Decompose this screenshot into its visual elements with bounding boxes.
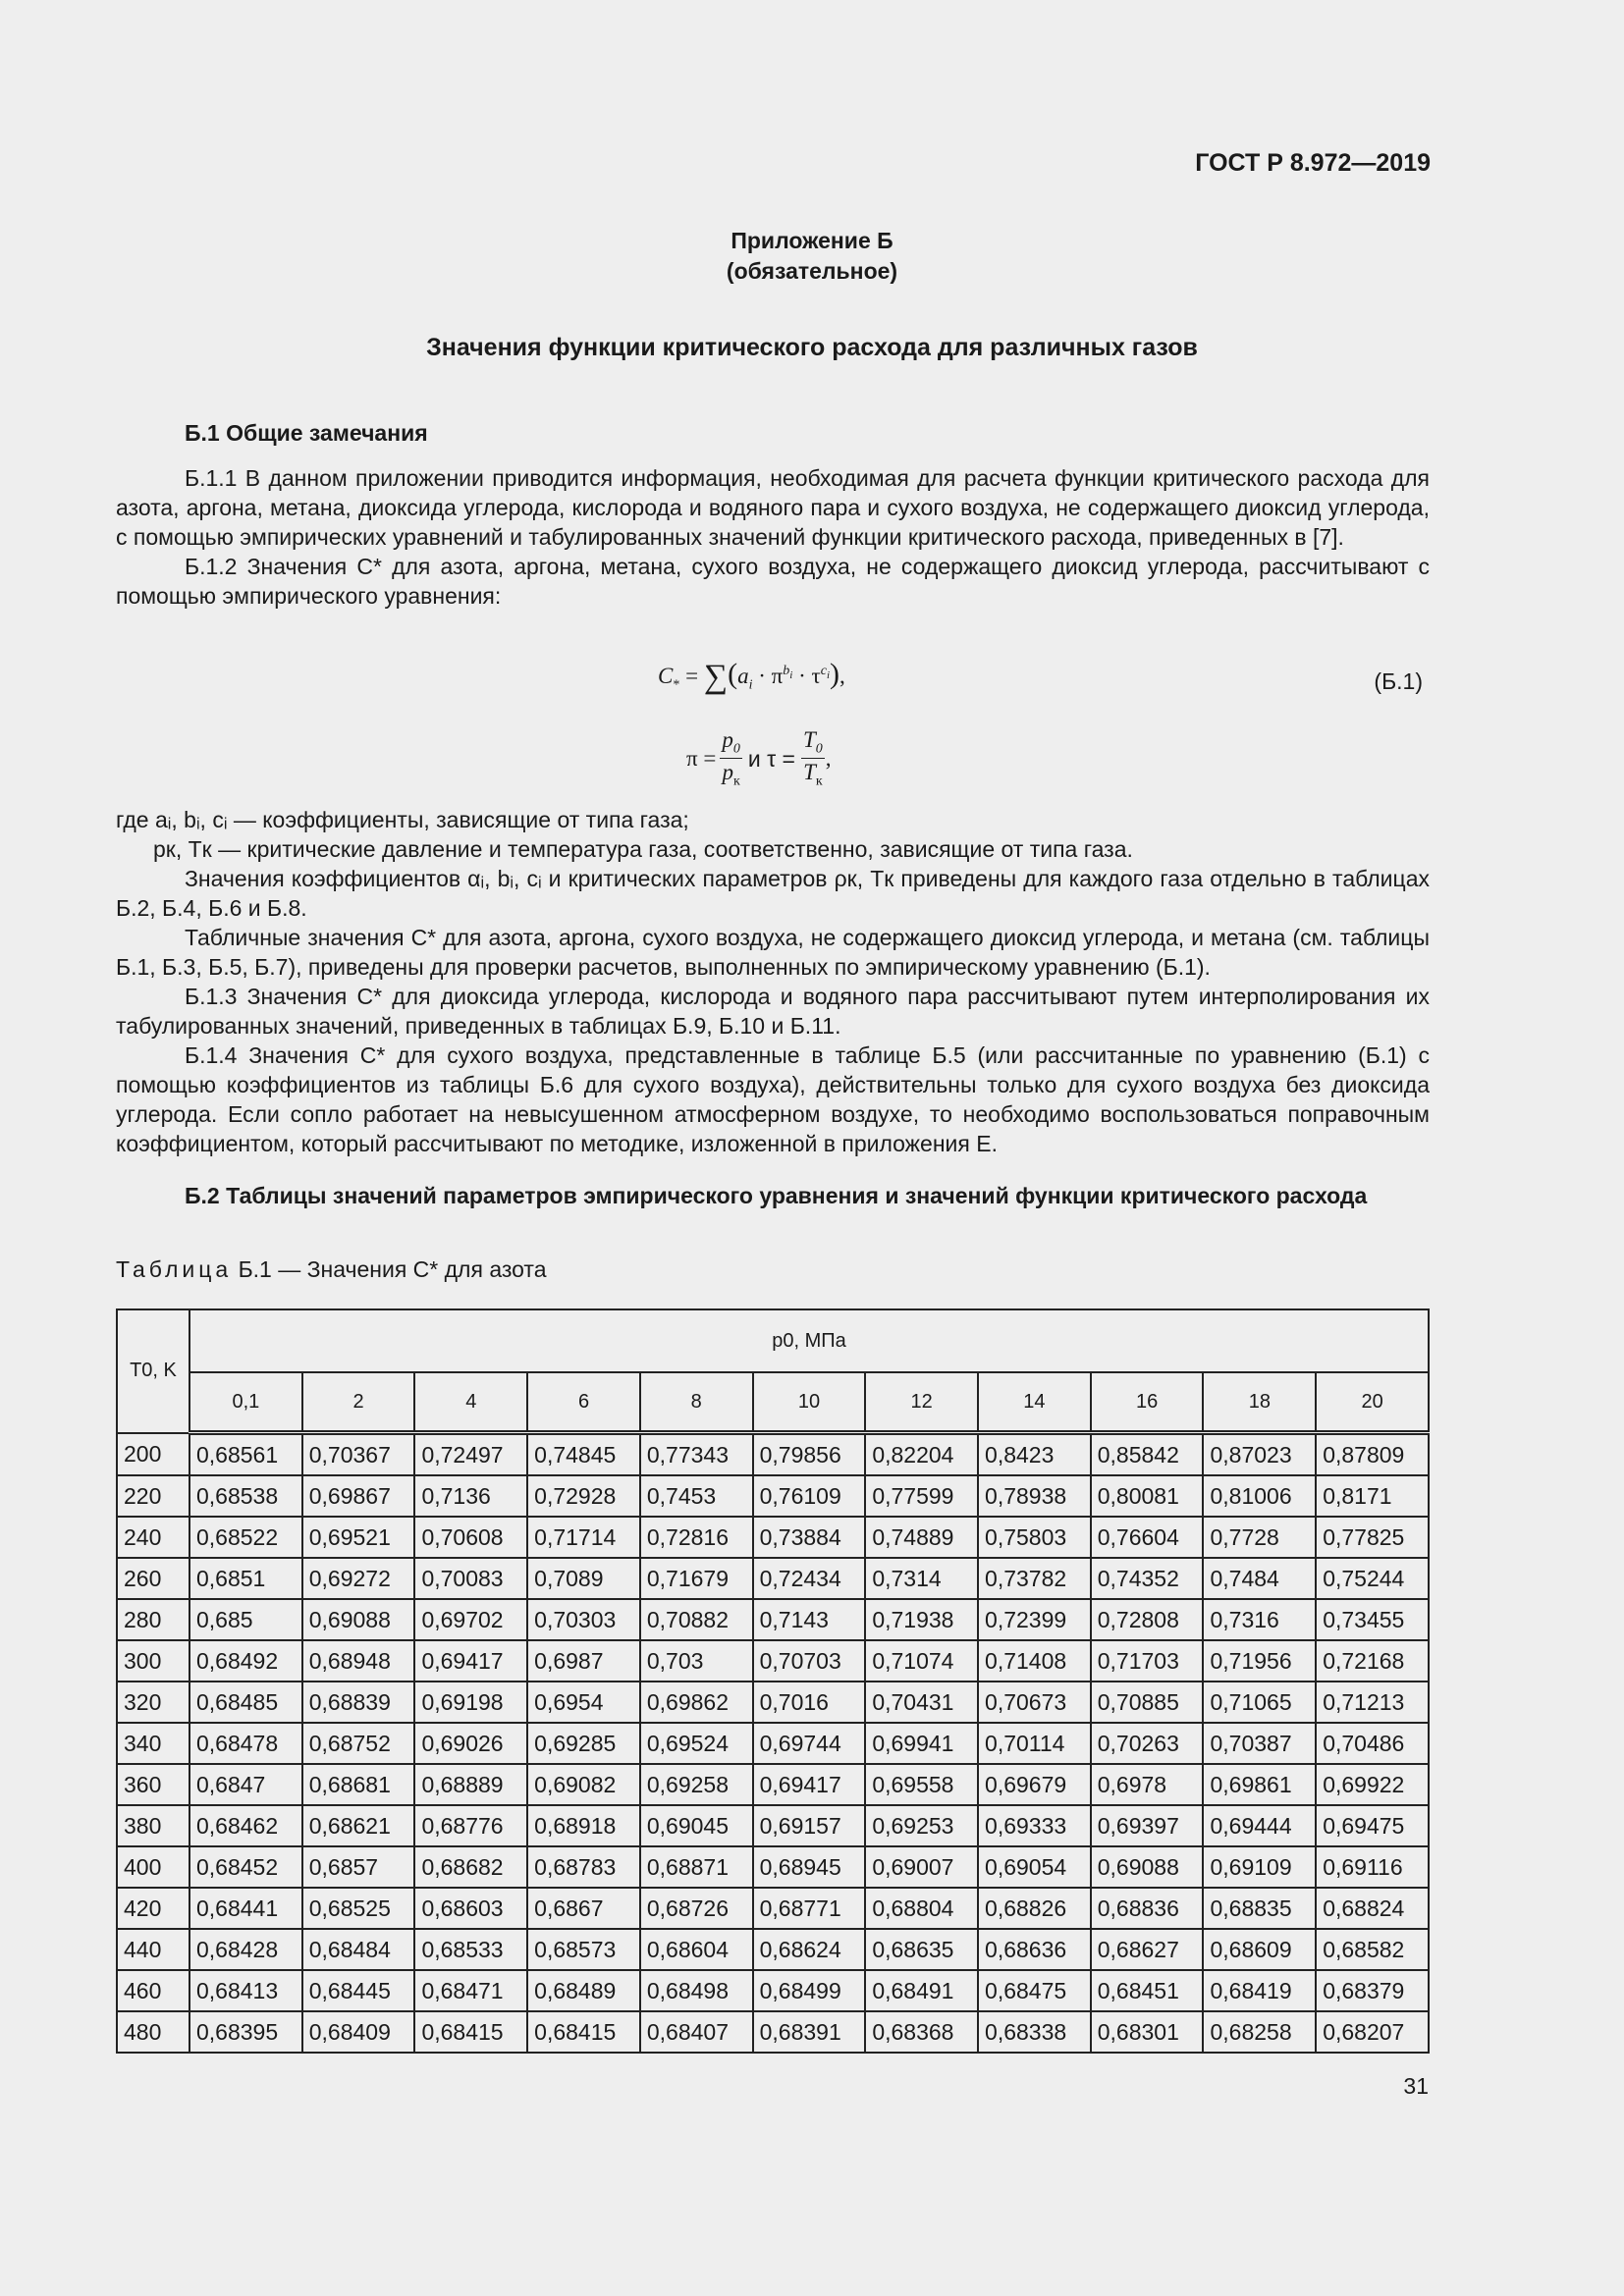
- table-cell: 0,68522: [189, 1517, 302, 1558]
- paragraph-coefficients: Значения коэффициентов αᵢ, bᵢ, cᵢ и критических параметров ρк, Tк приведены для каждого газа отдельно в таблицах Б.2, Б.4, Б.6 и Б.8.: [116, 866, 1430, 921]
- table-cell: 0,68484: [302, 1929, 415, 1970]
- table-cell: 0,69524: [640, 1723, 753, 1764]
- table-cell: 0,6857: [302, 1846, 415, 1888]
- table-cell: 0,87023: [1203, 1433, 1316, 1476]
- table-cell: 0,70114: [978, 1723, 1091, 1764]
- table-row: [117, 2011, 1429, 2053]
- standard-number: ГОСТ Р 8.972—2019: [1195, 149, 1431, 177]
- table-cell: 0,68804: [865, 1888, 978, 1929]
- table-cell: 0,69862: [640, 1682, 753, 1723]
- row-temperature: 460: [117, 1970, 189, 2011]
- table-cell: 0,69679: [978, 1764, 1091, 1805]
- table-cell: 0,69109: [1203, 1846, 1316, 1888]
- table-cell: 0,68379: [1316, 1970, 1429, 2011]
- column-header: 2: [302, 1372, 415, 1433]
- table-cell: 0,69198: [414, 1682, 527, 1723]
- table-cell: 0,68627: [1091, 1929, 1204, 1970]
- table-cell: 0,69475: [1316, 1805, 1429, 1846]
- table-cell: 0,69417: [753, 1764, 866, 1805]
- table-cell: 0,74889: [865, 1517, 978, 1558]
- table-cell: 0,68452: [189, 1846, 302, 1888]
- table-row: [117, 1599, 1429, 1640]
- table-cell: 0,7453: [640, 1475, 753, 1517]
- table-cell: 0,77343: [640, 1433, 753, 1476]
- row-temperature: 380: [117, 1805, 189, 1846]
- table-cell: 0,68407: [640, 2011, 753, 2053]
- table-row: [117, 1846, 1429, 1888]
- row-temperature: 360: [117, 1764, 189, 1805]
- row-temperature: 320: [117, 1682, 189, 1723]
- column-header: 6: [527, 1372, 640, 1433]
- table-cell: 0,6987: [527, 1640, 640, 1682]
- table-cell: 0,703: [640, 1640, 753, 1682]
- table-cell: 0,7314: [865, 1558, 978, 1599]
- table-cell: 0,70486: [1316, 1723, 1429, 1764]
- table-cell: 0,68207: [1316, 2011, 1429, 2053]
- where-line-1: где aᵢ, bᵢ, cᵢ — коэффициенты, зависящие от типа газа;: [116, 807, 689, 832]
- table-cell: 0,69157: [753, 1805, 866, 1846]
- paragraph-b12: Б.1.2 Значения C* для азота, аргона, метана, сухого воздуха, не содержащего диоксид углерода, рассчитывают с помощью эмпирического уравнения:: [116, 554, 1430, 609]
- table-cell: 0,6867: [527, 1888, 640, 1929]
- table-cell: 0,69744: [753, 1723, 866, 1764]
- table-cell: 0,72808: [1091, 1599, 1204, 1640]
- row-temperature: 420: [117, 1888, 189, 1929]
- column-header: 14: [978, 1372, 1091, 1433]
- table-cell: 0,68533: [414, 1929, 527, 1970]
- formula-number: (Б.1): [1374, 668, 1423, 694]
- appendix-heading: [0, 226, 1624, 287]
- column-header: 0,1: [189, 1372, 302, 1433]
- table-cell: 0,68783: [527, 1846, 640, 1888]
- row-temperature: 300: [117, 1640, 189, 1682]
- table-cell: 0,68603: [414, 1888, 527, 1929]
- table-cell: 0,70673: [978, 1682, 1091, 1723]
- column-header: 12: [865, 1372, 978, 1433]
- table-caption-word: Таблица: [116, 1256, 233, 1282]
- row-temperature: 280: [117, 1599, 189, 1640]
- table-cell: 0,6954: [527, 1682, 640, 1723]
- table-cell: 0,68485: [189, 1682, 302, 1723]
- table-cell: 0,68258: [1203, 2011, 1316, 2053]
- table-cell: 0,69088: [1091, 1846, 1204, 1888]
- table-cell: 0,70431: [865, 1682, 978, 1723]
- table-cell: 0,71065: [1203, 1682, 1316, 1723]
- table-cell: 0,72497: [414, 1433, 527, 1476]
- formula-pi-tau: π = $p_0$ и τ = $T_0$ , $p_к$ $T_к$: [686, 727, 832, 789]
- table-cell: 0,68489: [527, 1970, 640, 2011]
- table-cell: 0,68681: [302, 1764, 415, 1805]
- table-cell: 0,68776: [414, 1805, 527, 1846]
- where-line-2: pк, Tк — критические давление и температура газа, соответственно, зависящие от типа газа.: [153, 836, 1133, 862]
- table-cell: 0,69054: [978, 1846, 1091, 1888]
- table-cell: 0,68471: [414, 1970, 527, 2011]
- table-cell: 0,68635: [865, 1929, 978, 1970]
- table-row: [117, 1640, 1429, 1682]
- table-cell: 0,77599: [865, 1475, 978, 1517]
- table-cell: 0,69045: [640, 1805, 753, 1846]
- table-cell: 0,68826: [978, 1888, 1091, 1929]
- table-cell: 0,69116: [1316, 1846, 1429, 1888]
- table-cell: 0,69285: [527, 1723, 640, 1764]
- table-row: [117, 1475, 1429, 1517]
- table-cell: 0,70882: [640, 1599, 753, 1640]
- table-cell: 0,68771: [753, 1888, 866, 1929]
- table-cell: 0,70083: [414, 1558, 527, 1599]
- table-cell: 0,71714: [527, 1517, 640, 1558]
- table-cell: 0,70703: [753, 1640, 866, 1682]
- table-cell: 0,68836: [1091, 1888, 1204, 1929]
- paragraph-tables: Табличные значения C* для азота, аргона, сухого воздуха, не содержащего диоксид углерода, и метана (см. таблицы Б.1, Б.3, Б.5, Б.7), приведены для проверки расчетов, выполненных по эмпирическому уравнению (Б.1).: [116, 925, 1430, 980]
- table-cell: 0,69253: [865, 1805, 978, 1846]
- table-cell: 0,81006: [1203, 1475, 1316, 1517]
- column-header: 8: [640, 1372, 753, 1433]
- table-cell: 0,7143: [753, 1599, 866, 1640]
- table-cell: 0,71408: [978, 1640, 1091, 1682]
- table-cell: 0,68499: [753, 1970, 866, 2011]
- table-cell: 0,74845: [527, 1433, 640, 1476]
- table-cell: 0,68824: [1316, 1888, 1429, 1929]
- table-cell: 0,75803: [978, 1517, 1091, 1558]
- paragraph-b14: Б.1.4 Значения C* для сухого воздуха, представленные в таблице Б.5 (или рассчитанные по уравнению (Б.1) с помощью коэффициентов из таблицы Б.6 для сухого воздуха), действительны только для сухого воздуха без диоксида углерода. Если сопло работает на невысушенном атмосферном воздухе, то необходимо воспользоваться поправочным коэффициентом, который рассчитывают по методике, изложенной в приложения Е.: [116, 1042, 1430, 1156]
- table-cell: 0,68475: [978, 1970, 1091, 2011]
- row-temperature: 220: [117, 1475, 189, 1517]
- table-cell: 0,68445: [302, 1970, 415, 2011]
- table-cell: 0,69861: [1203, 1764, 1316, 1805]
- table-cell: 0,68561: [189, 1433, 302, 1476]
- table-cell: 0,71938: [865, 1599, 978, 1640]
- table-row: [117, 1517, 1429, 1558]
- section-heading-b2: Б.2 Таблицы значений параметров эмпирического уравнения и значений функции критического расхода: [185, 1183, 1368, 1208]
- table-cell: 0,78938: [978, 1475, 1091, 1517]
- table-cell: 0,68609: [1203, 1929, 1316, 1970]
- table-cell: 0,70367: [302, 1433, 415, 1476]
- table-cell: 0,68889: [414, 1764, 527, 1805]
- table-cell: 0,70387: [1203, 1723, 1316, 1764]
- table-cell: 0,685: [189, 1599, 302, 1640]
- table-cell: 0,76604: [1091, 1517, 1204, 1558]
- section-b1-body: [116, 463, 1430, 611]
- appendix-title: Приложение Б: [731, 228, 893, 253]
- table-cell: 0,69922: [1316, 1764, 1429, 1805]
- table-cell: 0,82204: [865, 1433, 978, 1476]
- row-temperature: 260: [117, 1558, 189, 1599]
- table-row: [117, 1433, 1429, 1476]
- table-cell: 0,69702: [414, 1599, 527, 1640]
- table-cell: 0,68368: [865, 2011, 978, 2053]
- table-cell: 0,68462: [189, 1805, 302, 1846]
- section-heading-b1: Б.1 Общие замечания: [185, 420, 428, 446]
- table-cell: 0,68409: [302, 2011, 415, 2053]
- table-cell: 0,70263: [1091, 1723, 1204, 1764]
- row-temperature: 480: [117, 2011, 189, 2053]
- table-cell: 0,85842: [1091, 1433, 1204, 1476]
- table-cell: 0,68415: [527, 2011, 640, 2053]
- table-cell: 0,72168: [1316, 1640, 1429, 1682]
- table-cell: 0,71213: [1316, 1682, 1429, 1723]
- table-cell: 0,71956: [1203, 1640, 1316, 1682]
- table-cell: 0,68538: [189, 1475, 302, 1517]
- table-cell: 0,68338: [978, 2011, 1091, 2053]
- table-cell: 0,68871: [640, 1846, 753, 1888]
- table-cell: 0,79856: [753, 1433, 866, 1476]
- table-cell: 0,69007: [865, 1846, 978, 1888]
- table-cell: 0,8171: [1316, 1475, 1429, 1517]
- table-cell: 0,7136: [414, 1475, 527, 1517]
- appendix-status: (обязательное): [726, 258, 898, 284]
- table-cell: 0,6851: [189, 1558, 302, 1599]
- table-cell: 0,71703: [1091, 1640, 1204, 1682]
- table-cell: 0,68636: [978, 1929, 1091, 1970]
- table-cell: 0,69333: [978, 1805, 1091, 1846]
- table-cell: 0,68682: [414, 1846, 527, 1888]
- table-cell: 0,7728: [1203, 1517, 1316, 1558]
- table-cell: 0,68573: [527, 1929, 640, 1970]
- table-row: [117, 1888, 1429, 1929]
- table-cell: 0,69444: [1203, 1805, 1316, 1846]
- column-header-row: [117, 1372, 1429, 1433]
- row-temperature: 240: [117, 1517, 189, 1558]
- table-cell: 0,70885: [1091, 1682, 1204, 1723]
- table-cell: 0,71074: [865, 1640, 978, 1682]
- table-cell: 0,71679: [640, 1558, 753, 1599]
- table-cell: 0,68441: [189, 1888, 302, 1929]
- row-temperature: 440: [117, 1929, 189, 1970]
- row-header: T0, K: [117, 1309, 189, 1433]
- table-cell: 0,69941: [865, 1723, 978, 1764]
- table-cell: 0,73782: [978, 1558, 1091, 1599]
- table-cell: 0,74352: [1091, 1558, 1204, 1599]
- column-header: 18: [1203, 1372, 1316, 1433]
- table-cell: 0,75244: [1316, 1558, 1429, 1599]
- table-cell: 0,69258: [640, 1764, 753, 1805]
- table-cell: 0,69521: [302, 1517, 415, 1558]
- table-cell: 0,72928: [527, 1475, 640, 1517]
- table-row: [117, 1970, 1429, 2011]
- table-row: [117, 1929, 1429, 1970]
- table-cell: 0,68491: [865, 1970, 978, 2011]
- table-cell: 0,68945: [753, 1846, 866, 1888]
- table-row: [117, 1682, 1429, 1723]
- page-number: 31: [1403, 2073, 1429, 2099]
- table-cell: 0,68419: [1203, 1970, 1316, 2011]
- table-cell: 0,8423: [978, 1433, 1091, 1476]
- table-cell: 0,68582: [1316, 1929, 1429, 1970]
- table-cell: 0,6978: [1091, 1764, 1204, 1805]
- table-cell: 0,68948: [302, 1640, 415, 1682]
- table-cell: 0,68395: [189, 2011, 302, 2053]
- table-cell: 0,69558: [865, 1764, 978, 1805]
- table-cell: 0,68301: [1091, 2011, 1204, 2053]
- table-cell: 0,68413: [189, 1970, 302, 2011]
- table-cell: 0,68451: [1091, 1970, 1204, 2011]
- table-cell: 0,68428: [189, 1929, 302, 1970]
- column-header: 4: [414, 1372, 527, 1433]
- table-cell: 0,7484: [1203, 1558, 1316, 1599]
- row-temperature: 200: [117, 1433, 189, 1476]
- table-cell: 0,70608: [414, 1517, 527, 1558]
- page-title: Значения функции критического расхода для различных газов: [426, 334, 1198, 361]
- table-cell: 0,68415: [414, 2011, 527, 2053]
- table-row: [117, 1558, 1429, 1599]
- table-cell: 0,68835: [1203, 1888, 1316, 1929]
- table-cell: 0,80081: [1091, 1475, 1204, 1517]
- column-header: 10: [753, 1372, 866, 1433]
- table-cell: 0,77825: [1316, 1517, 1429, 1558]
- column-group-header: p0, МПа: [189, 1309, 1429, 1372]
- table-cell: 0,68839: [302, 1682, 415, 1723]
- table-cell: 0,68492: [189, 1640, 302, 1682]
- paragraph-b11: Б.1.1 В данном приложении приводится информация, необходимая для расчета функции критического расхода для азота, аргона, метана, диоксида углерода, кислорода и водяного пара и сухого воздуха, не содержащего диоксид углерода, с помощью эмпирических уравнений и табулированных значений функции критического расхода, приведенных в [7].: [116, 465, 1430, 550]
- formula-b1: $C_* = \sum(a_i \cdot \pi^{b_i} \cdot \tau^{c_i})$,: [658, 658, 845, 695]
- table-cell: 0,72399: [978, 1599, 1091, 1640]
- data-table: [116, 1308, 1430, 2054]
- table-cell: 0,68478: [189, 1723, 302, 1764]
- table-cell: 0,68624: [753, 1929, 866, 1970]
- table-cell: 0,69088: [302, 1599, 415, 1640]
- table-row: [117, 1723, 1429, 1764]
- table-cell: 0,69867: [302, 1475, 415, 1517]
- row-temperature: 400: [117, 1846, 189, 1888]
- table-cell: 0,69417: [414, 1640, 527, 1682]
- table-cell: 0,68918: [527, 1805, 640, 1846]
- table-cell: 0,68621: [302, 1805, 415, 1846]
- table-cell: 0,68604: [640, 1929, 753, 1970]
- table-cell: 0,68498: [640, 1970, 753, 2011]
- table-cell: 0,76109: [753, 1475, 866, 1517]
- table-cell: 0,87809: [1316, 1433, 1429, 1476]
- table-cell: 0,70303: [527, 1599, 640, 1640]
- table-cell: 0,7316: [1203, 1599, 1316, 1640]
- row-temperature: 340: [117, 1723, 189, 1764]
- paragraph-b13: Б.1.3 Значения C* для диоксида углерода, кислорода и водяного пара рассчитывают путем интерполирования их табулированных значений, приведенных в таблицах Б.9, Б.10 и Б.11.: [116, 984, 1430, 1039]
- table-cell: 0,68752: [302, 1723, 415, 1764]
- section-b1-body-2: [116, 805, 1430, 1158]
- table-caption-text: Б.1 — Значения C* для азота: [238, 1256, 547, 1282]
- table-cell: 0,69397: [1091, 1805, 1204, 1846]
- table-row: [117, 1805, 1429, 1846]
- table-cell: 0,72434: [753, 1558, 866, 1599]
- table-row: [117, 1764, 1429, 1805]
- table-cell: 0,68726: [640, 1888, 753, 1929]
- table-cell: 0,69272: [302, 1558, 415, 1599]
- table-cell: 0,7016: [753, 1682, 866, 1723]
- column-header: 16: [1091, 1372, 1204, 1433]
- table-cell: 0,73884: [753, 1517, 866, 1558]
- table-body: [117, 1433, 1429, 2054]
- table-cell: 0,72816: [640, 1517, 753, 1558]
- table-cell: 0,68525: [302, 1888, 415, 1929]
- column-header: 20: [1316, 1372, 1429, 1433]
- table-cell: 0,68391: [753, 2011, 866, 2053]
- table-cell: 0,73455: [1316, 1599, 1429, 1640]
- table-cell: 0,69026: [414, 1723, 527, 1764]
- table-cell: 0,69082: [527, 1764, 640, 1805]
- table-cell: 0,6847: [189, 1764, 302, 1805]
- table-cell: 0,7089: [527, 1558, 640, 1599]
- table-caption: [116, 1256, 547, 1283]
